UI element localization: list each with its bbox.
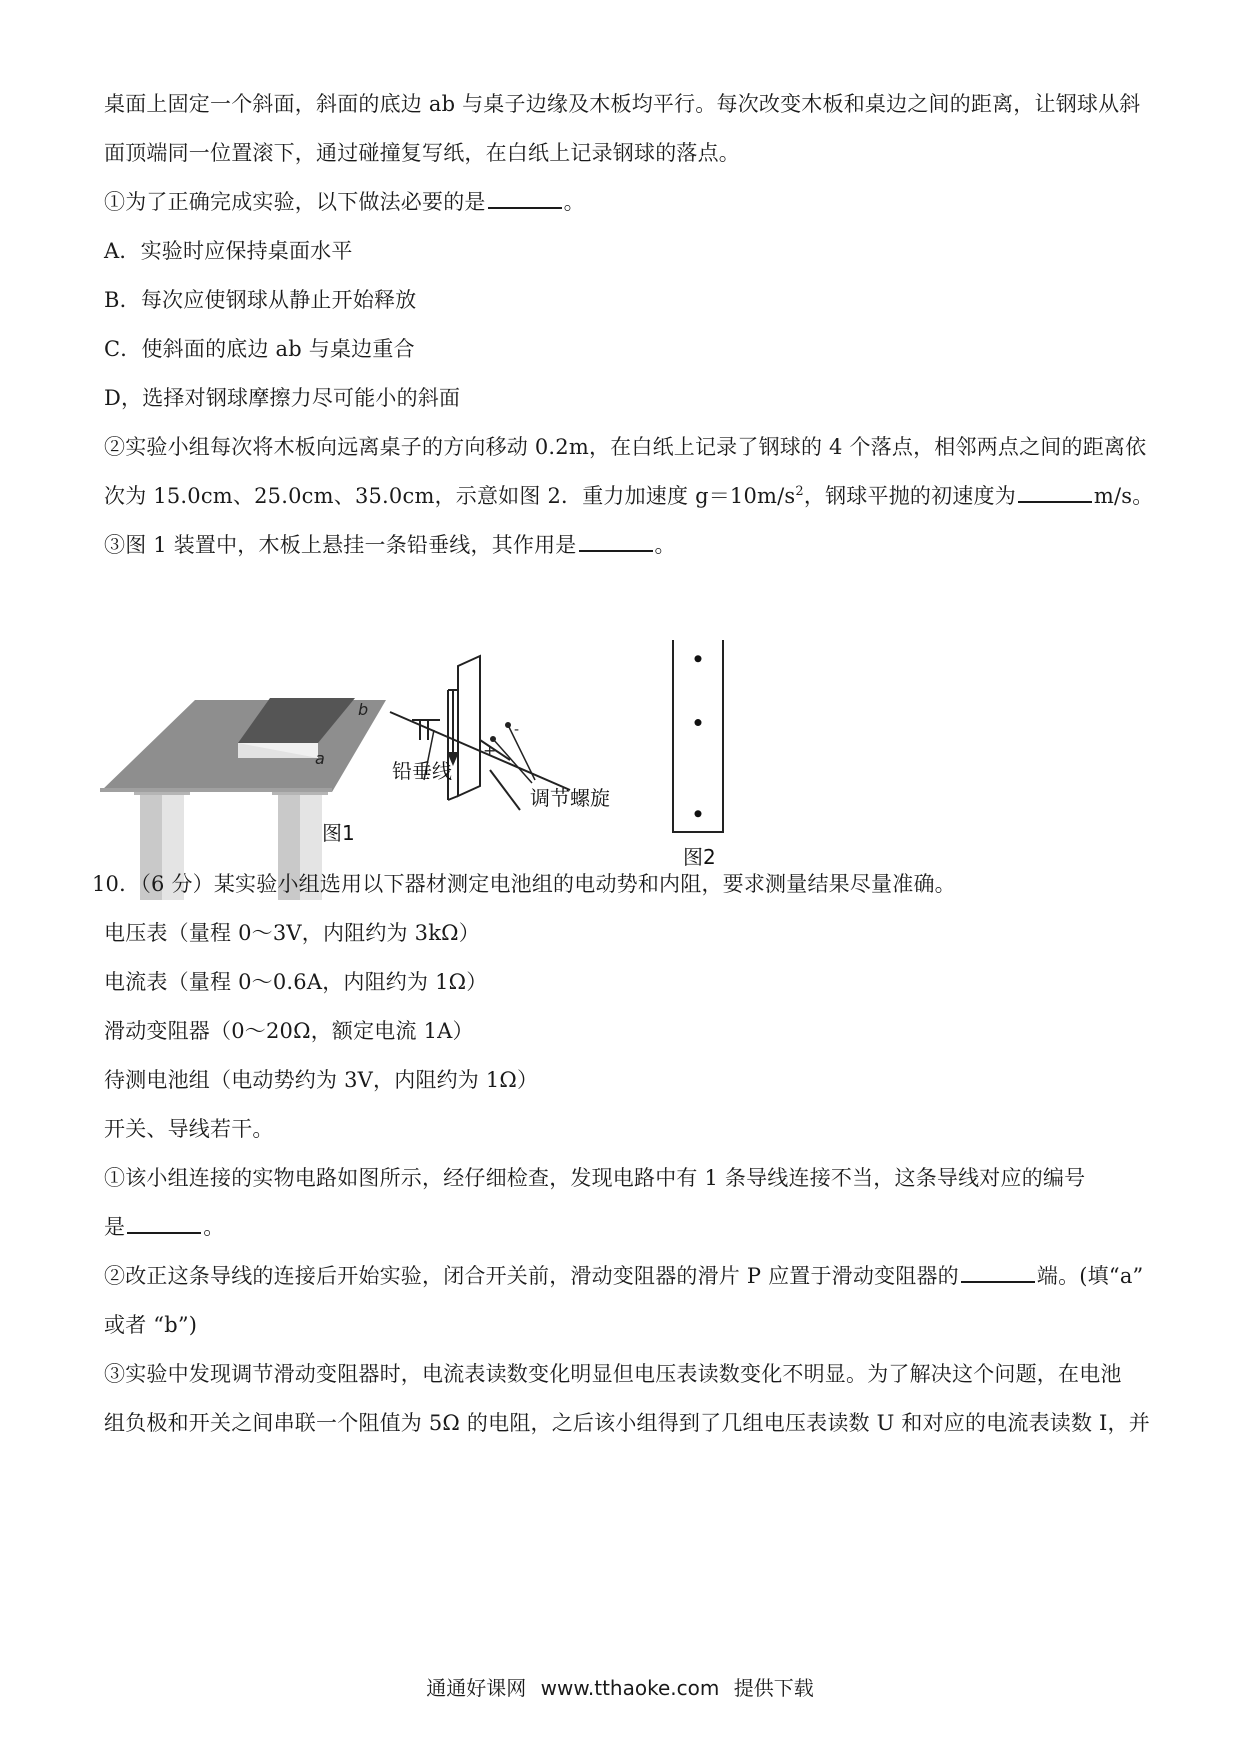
question-10-header: 10．（6 分）某实验小组选用以下器材测定电池组的电动势和内阻，要求测量结果尽量准确。 bbox=[92, 872, 956, 896]
label-b: b bbox=[358, 700, 369, 719]
equipment-item: 待测电池组（电动势约为 3V，内阻约为 1Ω） bbox=[104, 1068, 539, 1092]
question-text: ③图 1 装置中，木板上悬挂一条铅垂线，其作用是 bbox=[104, 533, 577, 557]
answer-blank[interactable] bbox=[1018, 483, 1092, 503]
option-c: C．使斜面的底边 ab 与桌边重合 bbox=[104, 337, 415, 361]
question-text: ②改正这条导线的连接后开始实验，闭合开关前，滑动变阻器的滑片 P 应置于滑动变阻器的 bbox=[104, 1264, 959, 1288]
unit: m/s。 bbox=[1093, 484, 1154, 508]
label-a: a bbox=[315, 749, 325, 768]
figure-1-caption: 图1 bbox=[322, 821, 355, 845]
plus-sign: + bbox=[483, 741, 497, 760]
plumb-line-label: 铅垂线 bbox=[392, 759, 452, 783]
footer-site: 通通好课网 bbox=[426, 1676, 527, 1700]
punctuation: 。 bbox=[563, 190, 585, 214]
question-2-line1: ②实验小组每次将木板向远离桌子的方向移动 0.2m，在白纸上记录了钢球的 4 个落点，相邻两点之间的距离依 bbox=[104, 435, 1147, 459]
option-d: D，选择对钢球摩擦力尽可能小的斜面 bbox=[104, 386, 461, 410]
question-text: 是 bbox=[104, 1215, 126, 1239]
subquestion-2-line1 bbox=[104, 1262, 1143, 1290]
subquestion-1-line1: ①该小组连接的实物电路如图所示，经仔细检查，发现电路中有 1 条导线连接不当，这条导线对应的编号 bbox=[104, 1166, 1086, 1190]
page-footer bbox=[0, 1674, 1240, 1702]
landing-point bbox=[695, 655, 702, 662]
question-text: 端。(填“a” bbox=[1036, 1264, 1144, 1288]
equipment-item: 滑动变阻器（0～20Ω，额定电流 1A） bbox=[104, 1019, 474, 1043]
subquestion-3-line2: 组负极和开关之间串联一个阻值为 5Ω 的电阻，之后该小组得到了几组电压表读数 U 和对应的电流表读数 I，并 bbox=[104, 1411, 1150, 1435]
footer-note: 提供下载 bbox=[733, 1676, 814, 1700]
punctuation: 。 bbox=[654, 533, 676, 557]
landing-point bbox=[695, 810, 702, 817]
minus-sign: - bbox=[514, 722, 520, 738]
screw-label: 调节螺旋 bbox=[530, 786, 610, 810]
punctuation: 。 bbox=[203, 1215, 225, 1239]
equipment-item: 电压表（量程 0～3V，内阻约为 3kΩ） bbox=[104, 921, 480, 945]
option-b: B．每次应使钢球从静止开始释放 bbox=[104, 288, 417, 312]
question-text: ①为了正确完成实验，以下做法必要的是 bbox=[104, 190, 486, 214]
exponent: 2 bbox=[795, 484, 804, 499]
subquestion-2-line2: 或者 “b”) bbox=[104, 1313, 198, 1337]
figure-2-caption: 图2 bbox=[683, 845, 716, 869]
paper-strip bbox=[673, 640, 723, 832]
subquestion-1-line2 bbox=[104, 1213, 224, 1241]
subquestion-3-line1: ③实验中发现调节滑动变阻器时，电流表读数变化明显但电压表读数变化不明显。为了解决这个问题，在电池 bbox=[104, 1362, 1122, 1386]
answer-blank[interactable] bbox=[579, 532, 653, 552]
answer-blank[interactable] bbox=[127, 1214, 201, 1234]
question-text: 次为 15.0cm、25.0cm、35.0cm，示意如图 2．重力加速度 g＝10m/s bbox=[104, 484, 796, 508]
equipment-item: 电流表（量程 0～0.6A，内阻约为 1Ω） bbox=[104, 970, 488, 994]
footer-url[interactable]: www.tthaoke.com bbox=[540, 1676, 720, 1700]
paragraph-line: 桌面上固定一个斜面，斜面的底边 ab 与桌子边缘及木板均平行。每次改变木板和桌边之间的距离，让钢球从斜 bbox=[104, 92, 1141, 116]
option-a: A．实验时应保持桌面水平 bbox=[104, 239, 353, 263]
question-2-line2 bbox=[104, 482, 1153, 510]
paragraph-line: 面顶端同一位置滚下，通过碰撞复写纸，在白纸上记录钢球的落点。 bbox=[104, 141, 740, 165]
question-text: ，钢球平抛的初速度为 bbox=[803, 484, 1016, 508]
question-3 bbox=[104, 531, 676, 559]
landing-point bbox=[695, 719, 702, 726]
equipment-item: 开关、导线若干。 bbox=[104, 1117, 274, 1141]
question-1 bbox=[104, 188, 585, 216]
answer-blank[interactable] bbox=[488, 189, 562, 209]
answer-blank[interactable] bbox=[961, 1263, 1035, 1283]
